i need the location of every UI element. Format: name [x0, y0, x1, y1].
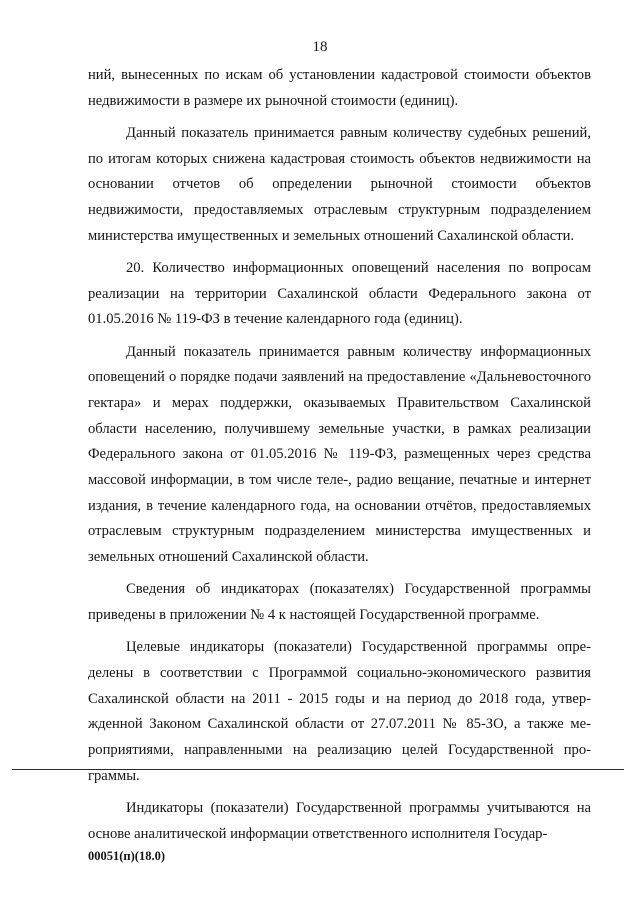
paragraph-indicators-accounting: Индикаторы (показатели) Государственной программы учитываются на основе аналитической информации ответственного исполнителя Государ- — [88, 799, 591, 842]
page-number: 18 — [312, 39, 328, 55]
paragraph-target-indicators: Целевые индикаторы (показатели) Государственной программы определены в соответствии с Программой социально-экономического развития Сахалинской области на 2011 - 2015 годы и на период до 2018 года, утвержденной Законом Сахалинской области от 27.07.2011 № 85-ЗО, а также мероприятиями, направленными на реализацию целей Государственной программы. — [88, 639, 591, 784]
strike-line — [12, 769, 624, 770]
paragraph-information-notices-indicator: Данный показатель принимается равным количеству информационных оповещений о порядке подачи заявлений на предоставление «Дальневосточного гектара» и мерах поддержки, оказываемых Правительством Сахалинской области населению, получившему земельные участки, в рамках реализации Федерального закона от 01.05.2016 № 119-ФЗ, размещенных через средства массовой информации, в том числе теле-, радио вещание, печатные и интернет издания, в течение календарного года, на основании отчётов, предоставляемых отраслевым структурным подразделением министерства имущественных и земельных отношений Сахалинской области. — [88, 343, 591, 566]
document-body — [88, 63, 591, 854]
footer-document-code: 00051(п)(18.0) — [88, 849, 165, 863]
paragraph-court-decisions-indicator: Данный показатель принимается равным количеству судебных решений, по итогам которых снижена кадастровая стоимость объектов недвижимости на основании отчетов об определении рыночной стоимости объектов недвижимости, предоставляемых отраслевым структурным подразделением министерства имущественных и земельных отношений Сахалинской области. — [88, 124, 591, 244]
paragraph-continuation: ний, вынесенных по искам об установлении кадастровой стоимости объектов недвижимости в размере их рыночной стоимости (единиц). — [88, 67, 591, 109]
paragraph-appendix-reference: Сведения об индикаторах (показателях) Государственной программы приведены в приложении № 4 к настоящей Государственной программе. — [88, 581, 591, 624]
paragraph-item-20: 20. Количество информационных оповещений населения по вопросам реализации на территории Сахалинской области Федерального закона от 01.05.2016 № 119-ФЗ в течение календарного года (единиц). — [88, 259, 591, 328]
